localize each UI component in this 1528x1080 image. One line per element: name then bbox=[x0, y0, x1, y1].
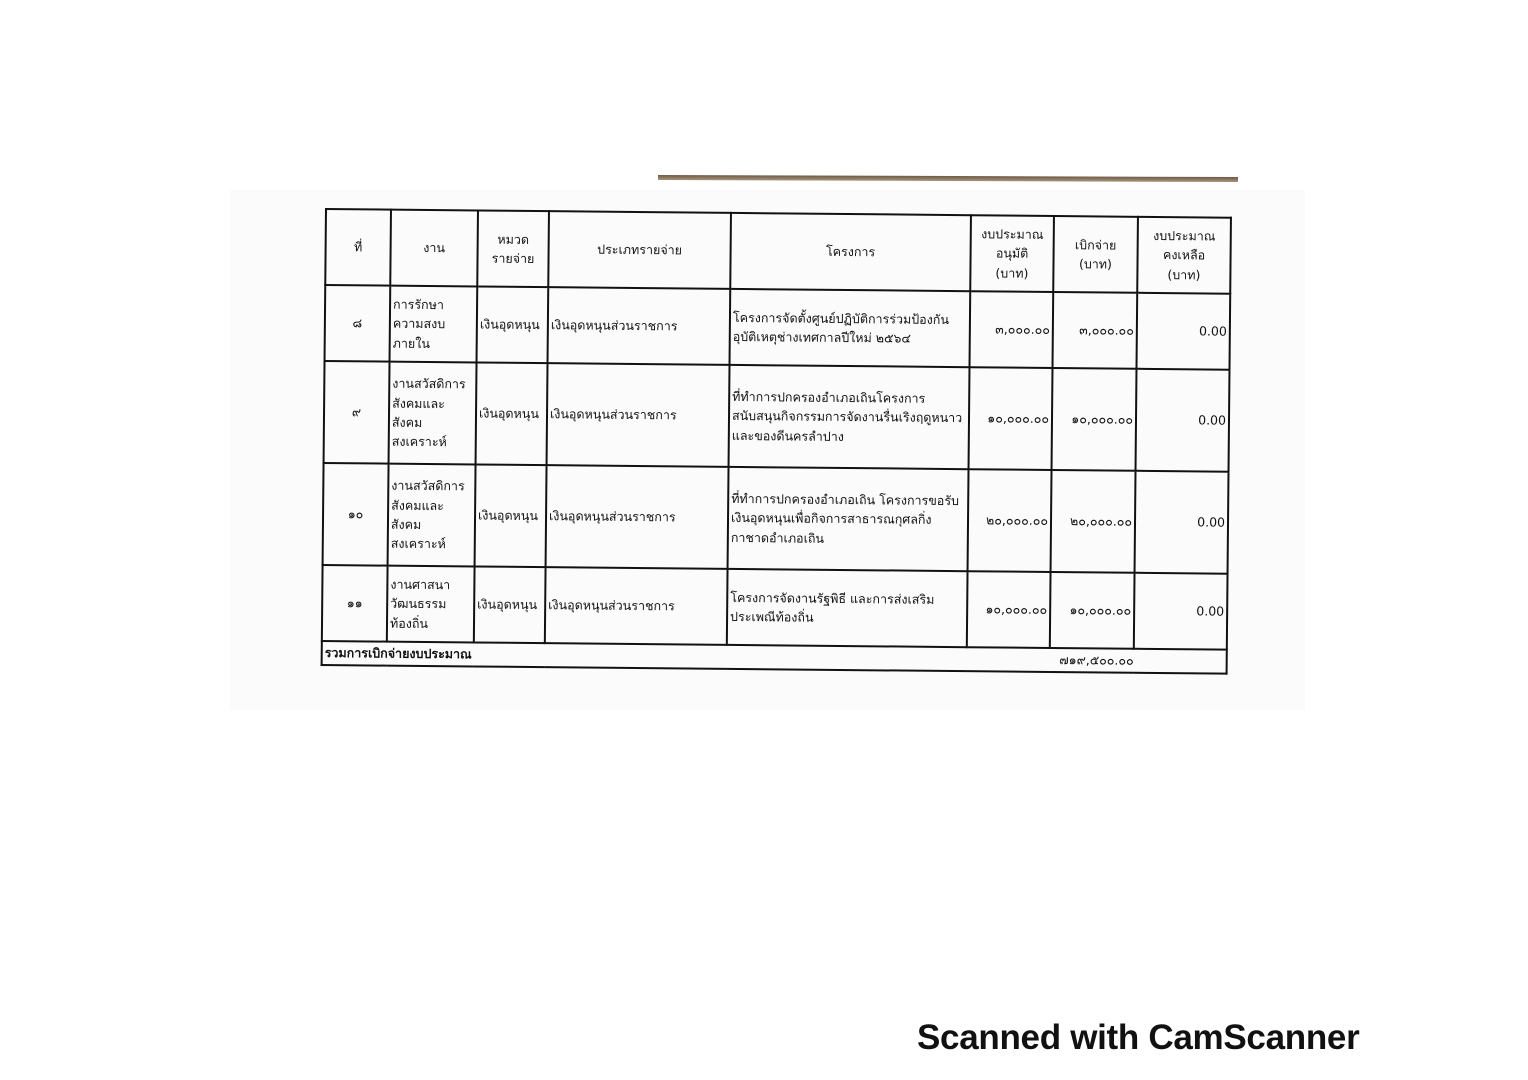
row-approved: ๑๐,๐๐๐.๐๐ bbox=[969, 367, 1053, 470]
header-work: งาน bbox=[390, 210, 478, 287]
table-header-row bbox=[325, 209, 1231, 294]
row-work: งานศาสนา วัฒนธรรม ท้องถิ่น bbox=[387, 566, 475, 643]
camscanner-watermark: Scanned with CamScanner bbox=[917, 1018, 1360, 1057]
row-approved: ๓,๐๐๐.๐๐ bbox=[970, 291, 1054, 368]
row-no: ๙ bbox=[324, 361, 390, 464]
row-disbursed: ๑๐,๐๐๐.๐๐ bbox=[1052, 368, 1137, 471]
row-remaining: 0.00 bbox=[1136, 369, 1230, 472]
row-expense-type: เงินอุดหนุนส่วนราชการ bbox=[547, 363, 730, 467]
row-remaining: 0.00 bbox=[1134, 573, 1228, 650]
row-no: ๑๐ bbox=[323, 463, 389, 566]
header-category: หมวด รายจ่าย bbox=[477, 210, 549, 287]
header-project: โครงการ bbox=[730, 213, 971, 291]
row-category: เงินอุดหนุน bbox=[476, 362, 548, 465]
table-row bbox=[324, 361, 1230, 472]
row-expense-type: เงินอุดหนุนส่วนราชการ bbox=[548, 287, 731, 365]
row-approved: ๑๐,๐๐๐.๐๐ bbox=[967, 571, 1051, 648]
row-project: ที่ทำการปกครองอำเภอเถิน โครงการขอรับเงินอุดหนุนเพื่อกิจการสาธารณกุศลกิ่งกาชาดอำเภอเถิน bbox=[728, 467, 969, 571]
row-no: ๘ bbox=[325, 285, 391, 362]
header-expense-type: ประเภทรายจ่าย bbox=[548, 211, 731, 289]
row-disbursed: ๓,๐๐๐.๐๐ bbox=[1052, 292, 1137, 369]
table-row bbox=[323, 463, 1229, 574]
paper-top-edge bbox=[658, 175, 1238, 182]
row-project: โครงการจัดตั้งศูนย์ปฏิบัติการร่วมป้องกันอุบัติเหตุช่างเทศกาลปีใหม่ ๒๕๖๔ bbox=[730, 289, 971, 367]
row-disbursed: ๒๐,๐๐๐.๐๐ bbox=[1051, 470, 1136, 573]
row-work: การรักษา ความสงบ ภายใน bbox=[390, 286, 478, 363]
row-category: เงินอุดหนุน bbox=[474, 566, 546, 643]
budget-table-container bbox=[321, 208, 1230, 675]
header-approved: งบประมาณ อนุมัติ (บาท) bbox=[970, 215, 1054, 292]
row-no: ๑๑ bbox=[322, 565, 388, 642]
total-label: รวมการเบิกจ่ายงบประมาณ bbox=[324, 645, 472, 662]
row-remaining: 0.00 bbox=[1136, 293, 1230, 370]
row-project: โครงการจัดงานรัฐพิธี และการส่งเสริมประเพณีท้องถิ่น bbox=[727, 569, 968, 647]
table-row bbox=[322, 565, 1228, 650]
row-category: เงินอุดหนุน bbox=[475, 464, 547, 567]
header-disbursed: เบิกจ่าย (บาท) bbox=[1053, 216, 1138, 293]
row-category: เงินอุดหนุน bbox=[477, 286, 549, 363]
header-remaining: งบประมาณ คงเหลือ (บาท) bbox=[1137, 217, 1231, 294]
row-approved: ๒๐,๐๐๐.๐๐ bbox=[968, 469, 1052, 572]
row-disbursed: ๑๐,๐๐๐.๐๐ bbox=[1050, 572, 1135, 649]
row-remaining: 0.00 bbox=[1135, 471, 1229, 574]
header-no: ที่ bbox=[325, 209, 391, 286]
row-project: ที่ทำการปกครองอำเภอเถินโครงการสนับสนุนกิจกรรมการจัดงานรื่นเริงฤดูหนาวและของดีนครลำปาง bbox=[729, 365, 970, 469]
row-work: งานสวัสดิการ สังคมและ สังคม สงเคราะห์ bbox=[388, 464, 476, 567]
row-expense-type: เงินอุดหนุนส่วนราชการ bbox=[545, 567, 728, 645]
budget-disbursement-table bbox=[321, 208, 1232, 675]
row-work: งานสวัสดิการ สังคมและ สังคม สงเคราะห์ bbox=[389, 362, 477, 465]
total-value: ๗๑๙,๕๐๐.๐๐ bbox=[1059, 652, 1134, 669]
row-expense-type: เงินอุดหนุนส่วนราชการ bbox=[546, 465, 729, 569]
table-row bbox=[325, 285, 1231, 370]
